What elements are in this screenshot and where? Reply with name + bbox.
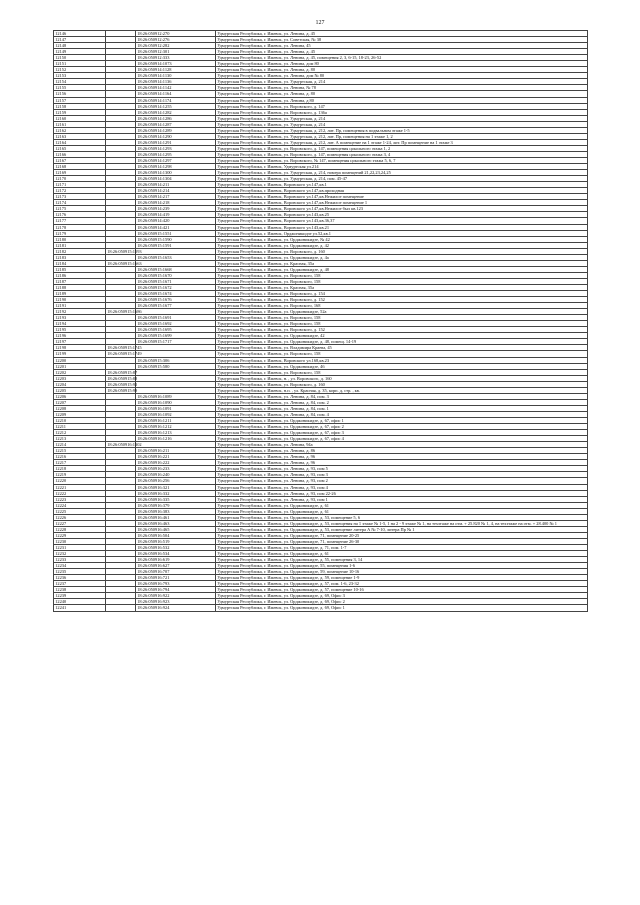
row-number-cell: 12195 [54, 327, 106, 333]
address-cell: Удмуртская Республика, г. Ижевск, ул. Орджоникидзе, д. 69, Офис 1 [216, 605, 588, 611]
row-number-cell: 12176 [54, 212, 106, 218]
address-cell: Удмуртская Республика, г. Ижевск, ул. Орджоникидзе, 42 [216, 333, 588, 339]
row-number-cell: 12166 [54, 151, 106, 157]
row-number-cell: 12232 [54, 551, 106, 557]
address-cell: Удмуртская Республика, г. Ижевск, ул. Орджоникидзе, д. 69, Офис 2 [216, 599, 588, 605]
premises-cadastral-cell: 18:26:050914:1289 [136, 127, 216, 133]
row-number-cell: 12155 [54, 85, 106, 91]
building-cadastral-cell: 18:26:050915:1749 [107, 351, 142, 357]
row-number-cell: 12167 [54, 157, 106, 163]
row-number-cell: 12154 [54, 79, 106, 85]
row-number-cell: 12204 [54, 381, 106, 387]
row-number-cell: 12192 [54, 309, 106, 315]
row-number-cell: 12162 [54, 127, 106, 133]
address-cell: Удмуртская Республика, г. Ижевск, ул. Удмуртская, д. 214, номера помещений 21,22,23,24,25 [216, 170, 588, 176]
address-cell: Удмуртская Республика, г. Ижевск, ул. Воровского, 158 [216, 321, 588, 327]
row-number-cell: 12157 [54, 97, 106, 103]
premises-cadastral-cell: 18:26:050916:335 [136, 496, 216, 502]
address-cell: Удмуртская Республика, г. Ижевск, ул. Орджоникидзе, д. 67, офис 3 [216, 430, 588, 436]
address-cell: Удмуртская Республика, г. Ижевск, ул. Орджоникидзе, 59, помещение 10-16 [216, 569, 588, 575]
premises-cadastral-cell: 18:26:050914:1304 [136, 176, 216, 182]
address-cell: Удмуртская Республика, г. Ижевск, ул. Ленина, д. 45, помещения 2, 3, 6-15, 18-23, 26-52 [216, 55, 588, 61]
premises-cadastral-cell: 18:26:050914:239 [136, 206, 216, 212]
address-cell: Удмуртская Республика, г. Ижевск, Воровского ул.147,кв.проходная [216, 188, 588, 194]
address-cell: Удмуртская Республика, г. Ижевск, ул. Ленина, д. 93, пом 1 [216, 496, 588, 502]
row-number-cell: 12183 [54, 254, 106, 260]
row-number-cell: 12158 [54, 103, 106, 109]
row-number-cell: 12146 [54, 31, 106, 37]
row-number-cell: 12185 [54, 266, 106, 272]
address-cell: Удмуртская Республика, г. Ижевск, ул. Удмуртская, д. 214 [216, 79, 588, 85]
premises-cadastral-cell: 18:26:050914:1297 [136, 157, 216, 163]
address-cell: Удмуртская Республика, г. Ижевск, ул. Ленина, № 78 [216, 85, 588, 91]
address-cell: Удмуртская Республика, г. Ижевск, ул. Воровского, 168 [216, 303, 588, 309]
row-number-cell: 12181 [54, 242, 106, 248]
premises-cadastral-cell: 18:26:050914:420 [136, 218, 216, 224]
row-number-cell: 12187 [54, 278, 106, 284]
premises-cadastral-cell: 18:26:050916:240 [136, 472, 216, 478]
row-number-cell: 12160 [54, 115, 106, 121]
row-number-cell: 12197 [54, 339, 106, 345]
premises-cadastral-cell: 18:26:050914:1298 [136, 164, 216, 170]
address-cell: Удмуртская Республика, г. Ижевск, ул. Орджоникидзе, д. 61 [216, 551, 588, 557]
building-cadastral-cell: 18:26:050915:92 [107, 381, 138, 387]
row-number-cell: 12194 [54, 321, 106, 327]
premises-cadastral-cell: 18:26:050914:1136 [136, 79, 216, 85]
premises-cadastral-cell: 18:26:050914:1128 [136, 67, 216, 73]
address-cell: Удмуртская Республика, г. Ижевск, ул. Орджоникидзе, д. 59, помещение 1-9 [216, 575, 588, 581]
premises-cadastral-cell: 18:26:050916:619 [136, 557, 216, 563]
address-cell: Удмуртская Республика, г. Ижевск, Удмуртская ул.214 [216, 164, 588, 170]
address-cell: Удмуртская Республика, г. Ижевск, ул. Ленина, д. 84, пом. 3 [216, 393, 588, 399]
address-cell: Удмуртская Республика, г. Ижевск, ул. Воровского, д. 152 [216, 297, 588, 303]
premises-cadastral-cell: 18:26:050916:532 [136, 544, 216, 550]
row-number-cell: 12201 [54, 363, 106, 369]
premises-cadastral-cell: 18:26:050915:1668 [136, 266, 216, 272]
row-number-cell: 12221 [54, 484, 106, 490]
premises-cadastral-cell: 18:26:050914:1293 [136, 145, 216, 151]
premises-cadastral-cell: 18:26:050915:1670 [136, 272, 216, 278]
address-cell: Удмуртская Республика, г. Ижевск, ул. Воровского, № 147, помещения цокольного этажа 5, 6, 7 [216, 157, 588, 163]
row-number-cell: 12235 [54, 569, 106, 575]
row-number-cell: 12226 [54, 514, 106, 520]
row-number-cell: 12217 [54, 460, 106, 466]
premises-cadastral-cell: 18:26:050914:1300 [136, 170, 216, 176]
row-number-cell: 12169 [54, 170, 106, 176]
premises-cadastral-cell: 18:26:050916:321 [136, 484, 216, 490]
row-number-cell: 12196 [54, 333, 106, 339]
row-number-cell: 12184 [54, 260, 106, 266]
address-cell: Удмуртская Республика, г. Ижевск, ул. Красная, 35а [216, 260, 588, 266]
premises-cadastral-cell: 18:26:050915:1677 [136, 303, 216, 309]
row-number-cell: 12212 [54, 430, 106, 436]
premises-cadastral-cell: 18:26:050916:383 [136, 508, 216, 514]
premises-cadastral-cell: 18:26:050915:1590 [136, 236, 216, 242]
address-cell: Удмуртская Республика, г. Ижевск, ул. Орджоникидзе, 52а [216, 309, 588, 315]
premises-cadastral-cell: 18:26:050915:1591 [136, 242, 216, 248]
premises-cadastral-cell: 18:26:050914:1282 [136, 109, 216, 115]
address-cell: Удмуртская Республика, г. Ижевск, ул. Воровского, 158 [216, 351, 588, 357]
row-number-cell: 12205 [54, 387, 106, 393]
row-number-cell: 12193 [54, 315, 106, 321]
premises-cadastral-cell: 18:26:050912:301 [136, 49, 216, 55]
premises-cadastral-cell: 18:26:050914:1287 [136, 121, 216, 127]
premises-cadastral-cell: 18:26:050916:256 [136, 478, 216, 484]
row-number-cell: 12227 [54, 520, 106, 526]
address-cell: Удмуртская Республика, г. Ижевск, ул. Ленина, 45 [216, 43, 588, 49]
row-number-cell: 12223 [54, 496, 106, 502]
premises-cadastral-cell: 18:26:050916:1213 [136, 430, 216, 436]
row-number-cell: 12173 [54, 194, 106, 200]
address-cell: Удмуртская Республика, г. Ижевск, ул. Советская, № 38 [216, 37, 588, 43]
premises-cadastral-cell: 18:26:050912:270 [136, 31, 216, 37]
premises-cadastral-cell: 18:26:050915:1674 [136, 291, 216, 297]
premises-cadastral-cell: 18:26:050914:1291 [136, 139, 216, 145]
premises-cadastral-cell: 18:26:050916:924 [136, 605, 216, 611]
row-number-cell: 12241 [54, 605, 106, 611]
address-cell: Удмуртская Республика, г. Ижевск, ул. Удмуртская, д. 214 [216, 121, 588, 127]
address-cell: Удмуртская Республика, г. Ижевск, Воровского ул.147,кв.1 [216, 182, 588, 188]
address-cell: Удмуртская Республика, г. Ижевск, ул. Удмуртская, д. 214 [216, 115, 588, 121]
building-cadastral-cell [106, 605, 136, 611]
address-cell: Удмуртская Республика, г. Ижевск, ул. Орджоникидзе, д. 67, офис 4 [216, 436, 588, 442]
row-number-cell: 12198 [54, 345, 106, 351]
premises-cadastral-cell: 18:26:050915:1653 [136, 254, 216, 260]
row-number-cell: 12214 [54, 442, 106, 448]
address-cell: Удмуртская Республика, г. Ижевск, ул. Ленина, д. 93, пом 2 [216, 478, 588, 484]
row-number-cell: 12213 [54, 436, 106, 442]
address-cell: Удмуртская Республика, г. Ижевск, ул. Орджоникидзе, д. 42 [216, 242, 588, 248]
address-cell: Удмуртская Республика, г. Ижевск, ул. Орджоникидзе, д. 57, пом. 1-6, 23-32 [216, 581, 588, 587]
premises-cadastral-cell: 18:26:050916:1090 [136, 399, 216, 405]
address-cell: Удмуртская Республика, г. Ижевск, ул. Орджоникидзе, д. 61 [216, 502, 588, 508]
row-number-cell: 12230 [54, 538, 106, 544]
row-number-cell: 12203 [54, 375, 106, 381]
premises-cadastral-cell: 18:26:050916:1216 [136, 436, 216, 442]
premises-cadastral-cell: 18:26:050916:794 [136, 587, 216, 593]
address-cell: Удмуртская Республика, г. Ижевск, ул. Орджоникидзе, д. 4а [216, 254, 588, 260]
building-cadastral-cell: 18:26:050915:1663 [107, 260, 142, 266]
address-cell: Удмуртская Республика, г. Ижевск, ул. Ленина, д. 84, пом. 2 [216, 399, 588, 405]
premises-cadastral-cell: 18:26:050916:707 [136, 569, 216, 575]
row-number-cell: 12224 [54, 502, 106, 508]
address-cell: Удмуртская Республика, г. Ижевск, ул. Ленина, д. 84, пом. 4 [216, 411, 588, 417]
row-number-cell: 12180 [54, 236, 106, 242]
address-cell: Удмуртская Республика, г. Ижевск, ул. Удмуртская, д. 214, пом. 45-47 [216, 176, 588, 182]
premises-cadastral-cell: 18:26:050916:1211 [136, 418, 216, 424]
address-cell: Удмуртская Республика, г. Ижевск, ул. Орджоникидзе, 55, помещения 1-6 [216, 563, 588, 569]
row-number-cell: 12190 [54, 297, 106, 303]
address-cell: Удмуртская Республика, г. Ижевск, ул. Воровского, д. 152 [216, 327, 588, 333]
address-cell: Удмуртская Республика, г. Ижевск, ул. Орджоникидзе, д. 48, помещ. 14-19 [216, 339, 588, 345]
row-number-cell: 12234 [54, 563, 106, 569]
premises-cadastral-cell: 18:26:050916:211 [136, 448, 216, 454]
row-number-cell: 12172 [54, 188, 106, 194]
premises-cadastral-cell: 18:26:050916:627 [136, 563, 216, 569]
address-cell: Удмуртская Республика, г. Ижевск, ул. Орджоникидзе, д. 53, помещения на 1 этаже № 1-5, 1 на 2 - 9 этаже № 1, на техэтаже на отм. + 25.820 № 1, 4, на техэтаже на отм. + 28.400 № 1 [216, 520, 588, 526]
address-cell: Удмуртская Республика, г. Ижевск, ул. Орджоникидзе, д. 57, помещение 10-16 [216, 587, 588, 593]
address-cell: Удмуртская Республика, г. Ижевск, ул. Орджоникидзе, 46 [216, 363, 588, 369]
premises-cadastral-cell: 18:26:050916:1212 [136, 424, 216, 430]
row-number-cell: 12150 [54, 55, 106, 61]
address-cell: Удмуртская Республика, г. Ижевск, ул. Воровского, д. 147 [216, 103, 588, 109]
row-number-cell: 12238 [54, 587, 106, 593]
address-cell: Удмуртская Республика, г. Ижевск, Воровского ул.168,кв.23 [216, 357, 588, 363]
address-cell: Удмуртская Республика, г. Ижевск, ул. Ленина, д. 45 [216, 31, 588, 37]
row-number-cell: 12153 [54, 73, 106, 79]
address-cell: Удмуртская Республика, г. Ижевск, ул. Орджоникидзе, 71, помещение 26-30 [216, 538, 588, 544]
row-number-cell: 12171 [54, 182, 106, 188]
address-cell: Удмуртская Республика, г. Ижевск, ул. Ленина, 94а [216, 442, 588, 448]
row-number-cell: 12240 [54, 599, 106, 605]
address-cell: Удмуртская Республика, г. Ижевск, ул. Удмуртская, д. 212, лит. А помещение на 1 этаже 1-24, лит. Пр помещение на 1 этаже 3 [216, 139, 588, 145]
row-number-cell: 12191 [54, 303, 106, 309]
premises-cadastral-cell: 18:26:050915:1717 [136, 339, 216, 345]
address-cell: Удмуртская Республика, г. Ижевск, ул. Воровского, д. 147, помещения цокольного этажа 1, 2 [216, 145, 588, 151]
premises-cadastral-cell: 18:26:050914:1142 [136, 85, 216, 91]
row-number-cell: 12208 [54, 405, 106, 411]
row-number-cell: 12177 [54, 218, 106, 224]
premises-cadastral-cell: 18:26:050914:218 [136, 200, 216, 206]
row-number-cell: 12148 [54, 43, 106, 49]
premises-cadastral-cell: 18:26:050915:1672 [136, 284, 216, 290]
premises-cadastral-cell: 18:26:050916:222 [136, 460, 216, 466]
premises-cadastral-cell: 18:26:050915:306 [136, 357, 216, 363]
address-cell: Удмуртская Республика, г. Ижевск, ул. Воровского, 158 [216, 369, 588, 375]
address-cell: Удмуртская Республика, г. Ижевск, ул. Орджоникидзе, д. 67, офис 2 [216, 424, 588, 430]
row-number-cell: 12156 [54, 91, 106, 97]
address-cell: Удмуртская Республика, г. Ижевск, ул. Орджоникидзе, № 42 [216, 236, 588, 242]
row-number-cell: 12186 [54, 272, 106, 278]
premises-cadastral-cell: 18:26:050916:721 [136, 575, 216, 581]
premises-cadastral-cell: 18:26:050916:922 [136, 593, 216, 599]
row-number-cell: 12189 [54, 291, 106, 297]
row-number-cell: 12216 [54, 454, 106, 460]
row-number-cell: 12215 [54, 448, 106, 454]
row-number-cell: 12170 [54, 176, 106, 182]
row-number-cell: 12233 [54, 557, 106, 563]
building-cadastral-cell: 18:26:050915:1745 [107, 345, 142, 351]
address-cell: Удмуртская Республика, г. Ижевск, Воровского ул.143,кв.25 [216, 212, 588, 218]
premises-cadastral-cell: 18:26:050916:534 [136, 551, 216, 557]
row-number-cell: 12165 [54, 145, 106, 151]
row-number-cell: 12209 [54, 411, 106, 417]
address-cell: Удмуртская Республика, г. Ижевск, ул. Владимира Краева, 45 [216, 345, 588, 351]
address-cell: Удмуртская Республика, г. Ижевск, ул. Удмуртская, д. 212, лит. Пр, помещения на 1 этаже 1, 2 [216, 133, 588, 139]
row-number-cell: 12237 [54, 581, 106, 587]
row-number-cell: 12161 [54, 121, 106, 127]
row-number-cell: 12163 [54, 133, 106, 139]
row-number-cell: 12225 [54, 508, 106, 514]
address-cell: Удмуртская Республика, г. Ижевск, ул. Орджоникидзе, д. 69, Офис 3 [216, 593, 588, 599]
building-cadastral-cell: 18:26:050915:87 [107, 369, 138, 375]
row-number-cell: 12151 [54, 61, 106, 67]
premises-cadastral-cell: 18:26:050914:1130 [136, 73, 216, 79]
row-number-cell: 12174 [54, 200, 106, 206]
premises-cadastral-cell: 18:26:050916:519 [136, 538, 216, 544]
address-cell: Удмуртская Республика, г. Ижевск, ул. Орджоникидзе, д. 53, помещение 5, 6 [216, 514, 588, 520]
row-number-cell: 12236 [54, 575, 106, 581]
premises-cadastral-cell: 18:26:050914:211 [136, 182, 216, 188]
address-cell: Удмуртская Республика, г. Ижевск, ул. Орджоникидзе, д. 48 [216, 266, 588, 272]
premises-cadastral-cell: 18:26:050914:421 [136, 224, 216, 230]
address-cell: Удмуртская Республика, г. Ижевск, н. , ул. Воровского, д. 160 [216, 375, 588, 381]
premises-cadastral-cell: 18:26:050915:1692 [136, 321, 216, 327]
premises-cadastral-cell: 18:26:050916:233 [136, 466, 216, 472]
premises-cadastral-cell: 18:26:050916:923 [136, 599, 216, 605]
address-cell: Удмуртская Республика, г. Ижевск, ул. Воровского, д. 160 [216, 248, 588, 254]
row-number-cell: 12182 [54, 248, 106, 254]
row-number-cell: 12149 [54, 49, 106, 55]
premises-cadastral-cell: 18:26:050914:1073 [136, 61, 216, 67]
premises-cadastral-cell: 18:26:050916:1091 [136, 405, 216, 411]
address-cell: Удмуртская Республика, г. Ижевск, ул. Орджоникидзе, д. 55, помещения 3, 14 [216, 557, 588, 563]
address-cell: Удмуртская Республика, г. Ижевск, ул. Ленина, д. 93, пом 22-26 [216, 490, 588, 496]
premises-cadastral-cell: 18:26:050916:461 [136, 514, 216, 520]
premises-cadastral-cell: 18:26:050914:419 [136, 212, 216, 218]
address-cell: Удмуртская Республика, г. Ижевск, ул. Орджоникидзе, д. 67, офис 1 [216, 418, 588, 424]
row-number-cell: 12200 [54, 357, 106, 363]
premises-cadastral-cell: 18:26:050916:332 [136, 490, 216, 496]
row-number-cell: 12168 [54, 164, 106, 170]
address-cell: Удмуртская Республика, г. Ижевск, ул. Ленина, дом 80 [216, 61, 588, 67]
row-number-cell: 12229 [54, 532, 106, 538]
premises-cadastral-cell: 18:26:050914:214 [136, 188, 216, 194]
row-number-cell: 12222 [54, 490, 106, 496]
row-number-cell: 12206 [54, 393, 106, 399]
address-cell: Удмуртская Республика, г. Ижевск, ул. Орджоникидзе, д. 61 [216, 508, 588, 514]
row-number-cell: 12219 [54, 472, 106, 478]
registry-body [54, 31, 588, 612]
premises-cadastral-cell: 18:26:050915:1699 [136, 333, 216, 339]
address-cell: Удмуртская Республика, г. Ижевск, ул. Ленина, дом № 80 [216, 73, 588, 79]
row-number-cell: 12207 [54, 399, 106, 405]
row-number-cell: 12178 [54, 224, 106, 230]
premises-cadastral-cell: 18:26:050916:221 [136, 454, 216, 460]
premises-cadastral-cell: 18:26:050915:1671 [136, 278, 216, 284]
address-cell: Удмуртская Республика, г. Ижевск, ул. Ленина, д. 86 [216, 448, 588, 454]
premises-cadastral-cell: 18:26:050916:465 [136, 526, 216, 532]
address-cell: Удмуртская Республика, г. Ижевск, Воровского ул.147,кв.Нежилое помещение [216, 194, 588, 200]
row-number-cell: 12231 [54, 544, 106, 550]
address-cell: Удмуртская Республика, г. Ижевск, ул. Воровского, д. 136а [216, 109, 588, 115]
row-number-cell: 12152 [54, 67, 106, 73]
registry-table [53, 30, 588, 612]
building-cadastral-cell: 18:26:050915:99 [107, 387, 138, 393]
row-number-cell: 12188 [54, 284, 106, 290]
row-number-cell: 12239 [54, 593, 106, 599]
building-cadastral-cell: 18:26:050916:1302 [107, 442, 142, 448]
row-number-cell: 12228 [54, 526, 106, 532]
address-cell: Удмуртская Республика, г. Ижевск, ул. Красная, 35а [216, 284, 588, 290]
building-cadastral-cell: 18:26:050915:1686 [107, 309, 142, 315]
address-cell: Удмуртская Республика, г. Ижевск, Воровского ул.147,кв.Нежилое был кв.123 [216, 206, 588, 212]
row-number-cell: 12159 [54, 109, 106, 115]
row-number-cell: 12220 [54, 478, 106, 484]
address-cell: Удмуртская Республика, г. Ижевск, ул. Орджоникидзе, 71, помещение 20-25 [216, 532, 588, 538]
premises-cadastral-cell: 18:26:050915:1691 [136, 315, 216, 321]
premises-cadastral-cell: 18:26:050916:463 [136, 520, 216, 526]
table-row [54, 605, 588, 611]
address-cell: Удмуртская Республика, г. Ижевск, ул. Ленина, д. 84, пом. 1 [216, 405, 588, 411]
building-cadastral-cell: 18:26:050915:1593 [107, 248, 142, 254]
premises-cadastral-cell: 18:26:050914:1174 [136, 97, 216, 103]
address-cell: Удмуртская Республика, г. Ижевск, Воровского ул.143,кв.36,37 [216, 218, 588, 224]
row-number-cell: 12202 [54, 369, 106, 375]
premises-cadastral-cell: 18:26:050915:1676 [136, 297, 216, 303]
address-cell: Удмуртская Республика, г. Ижевск, ул. Воровского, д. 147, помещения цокольного этажа 3, 4 [216, 151, 588, 157]
premises-cadastral-cell: 18:26:050914:1295 [136, 151, 216, 157]
address-cell: Удмуртская Республика, г. Ижевск, ул. Ленина, д 80 [216, 97, 588, 103]
premises-cadastral-cell: 18:26:050915:580 [136, 363, 216, 369]
premises-cadastral-cell: 18:26:050914:1286 [136, 115, 216, 121]
address-cell: Удмуртская Республика, г. Ижевск, ул. Ленина, д. 80 [216, 91, 588, 97]
address-cell: Удмуртская Республика, г. Ижевск, ул. Удмуртская, д. 212, лит. Пр, помещения в подвальном этаже 1-5 [216, 127, 588, 133]
row-number-cell: 12218 [54, 466, 106, 472]
premises-cadastral-cell: 18:26:050915:1695 [136, 327, 216, 333]
address-cell: Удмуртская Республика, г. Ижевск, ул. Ленина, д. 96 [216, 460, 588, 466]
address-cell: Удмуртская Республика, г. Ижевск, ул. Орджоникидзе, д. 53, помещение литера А № 7-10, литера Пр № 1 [216, 526, 588, 532]
address-cell: Удмуртская Республика, г. Ижевск, Воровского ул.143,кв.21 [216, 224, 588, 230]
address-cell: Удмуртская Республика, г. Ижевск, ул. Воровского, д. 154 [216, 291, 588, 297]
premises-cadastral-cell: 18:26:050915:1551 [136, 230, 216, 236]
premises-cadastral-cell: 18:26:050916:1089 [136, 393, 216, 399]
address-cell: Удмуртская Республика, г. Ижевск, ул. Воровского, 158 [216, 272, 588, 278]
address-cell: Удмуртская Республика, г. Ижевск, ул. Воровского, д. 160 [216, 381, 588, 387]
row-number-cell: 12210 [54, 418, 106, 424]
row-number-cell: 12164 [54, 139, 106, 145]
address-cell: Удмуртская Республика, г. Ижевск, н.п. , ул. Красная, д. 35, корп. д, стр. , кв. [216, 387, 588, 393]
premises-cadastral-cell: 18:26:050916:793 [136, 581, 216, 587]
row-number-cell: 12175 [54, 206, 106, 212]
premises-cadastral-cell: 18:26:050916:504 [136, 532, 216, 538]
row-number-cell: 12179 [54, 230, 106, 236]
premises-cadastral-cell: 18:26:050916:379 [136, 502, 216, 508]
address-cell: Удмуртская Республика, г. Ижевск, ул. Воровского, 158 [216, 278, 588, 284]
page-number: 127 [315, 20, 325, 26]
address-cell: Удмуртская Республика, г. Ижевск, ул. Ленина, д. 45 [216, 49, 588, 55]
address-cell: Удмуртская Республика, г. Ижевск, ул. Ленина, д. 96 [216, 454, 588, 460]
address-cell: Удмуртская Республика, г. Ижевск, ул. Ленина, д. 93, пом 3 [216, 472, 588, 478]
address-cell: Удмуртская Республика, г. Ижевск, ул. Ленина, д. 80 [216, 67, 588, 73]
address-cell: Удмуртская Республика, г. Ижевск, ул. Воровского, 158 [216, 315, 588, 321]
building-cadastral-cell: 18:26:050915:88 [107, 375, 138, 381]
premises-cadastral-cell: 18:26:050914:1290 [136, 133, 216, 139]
address-cell: Удмуртская Республика, г. Ижевск, ул. Ленина, д. 93, пом 4 [216, 484, 588, 490]
premises-cadastral-cell: 18:26:050912:282 [136, 43, 216, 49]
row-number-cell: 12199 [54, 351, 106, 357]
row-number-cell: 12147 [54, 37, 106, 43]
premises-cadastral-cell: 18:26:050912:333 [136, 55, 216, 61]
premises-cadastral-cell: 18:26:050912:276 [136, 37, 216, 43]
address-cell: Удмуртская Республика, г. Ижевск, ул. Ленина, д. 93, пом 5 [216, 466, 588, 472]
premises-cadastral-cell: 18:26:050914:1164 [136, 91, 216, 97]
premises-cadastral-cell: 18:26:050914:1255 [136, 103, 216, 109]
row-number-cell: 12211 [54, 424, 106, 430]
address-cell: Удмуртская Республика, г. Ижевск, ул. Орджоникидзе, д. 71, пом. 1-7 [216, 544, 588, 550]
premises-cadastral-cell: 18:26:050914:217 [136, 194, 216, 200]
address-cell: Удмуртская Республика, г. Ижевск, Воровского ул.147,кв.Нежилое помещение 1 [216, 200, 588, 206]
address-cell: Удмуртская Республика, г. Ижевск, Орджоникидзе ул.52,кв.1 [216, 230, 588, 236]
premises-cadastral-cell: 18:26:050916:1092 [136, 411, 216, 417]
